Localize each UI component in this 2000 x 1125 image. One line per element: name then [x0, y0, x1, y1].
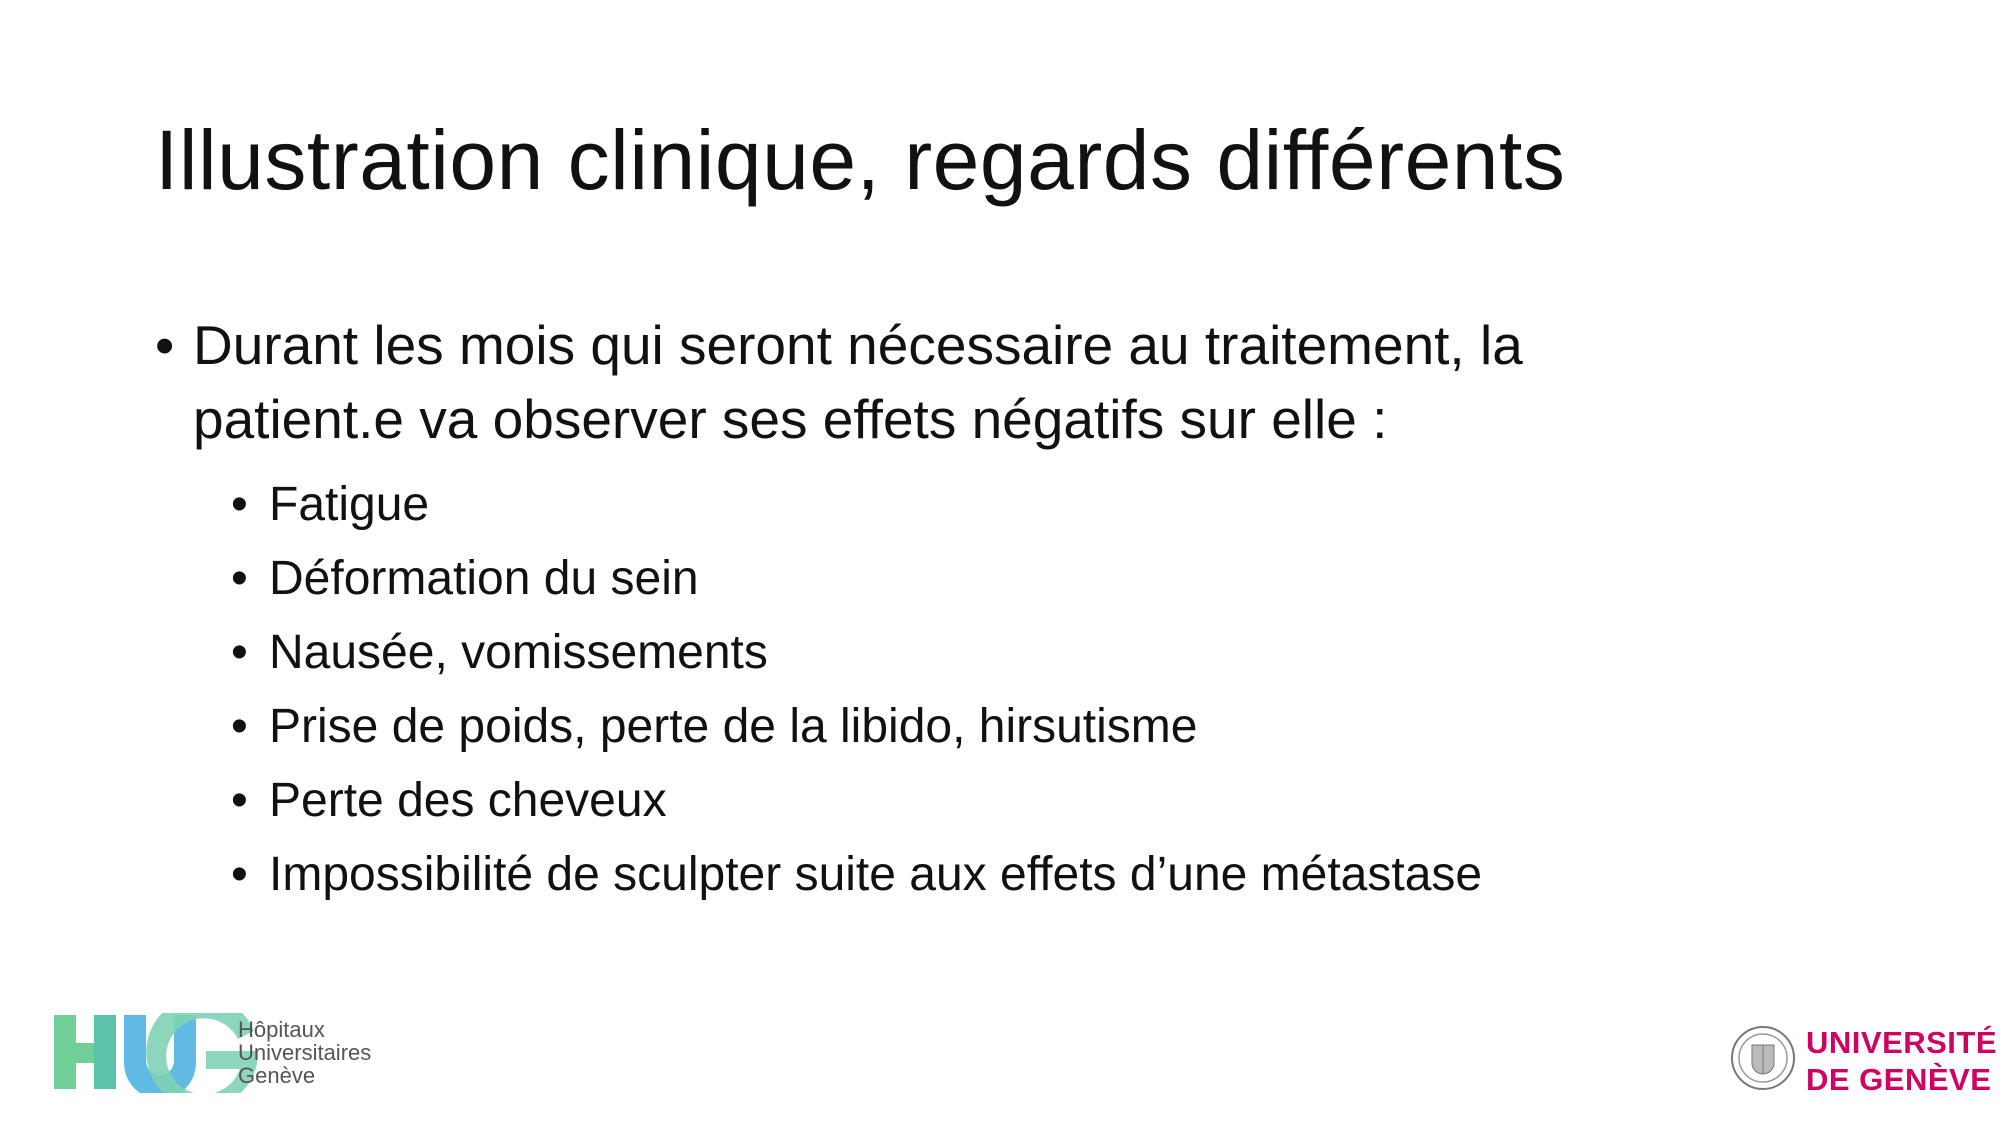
sub-bullet-list: [155, 468, 1755, 912]
sub-bullet-text: Nausée, vomissements: [269, 626, 768, 679]
main-bullet-line-1: Durant les mois qui seront nécessaire au traitement, la: [193, 314, 1523, 376]
sub-bullet-text: Perte des cheveux: [269, 774, 667, 827]
bullet-marker: •: [231, 848, 248, 901]
unige-line-2: DE GENÈVE: [1806, 1062, 1992, 1097]
sub-bullet-item: [231, 764, 1755, 838]
unige-seal-icon: [1730, 1025, 1796, 1091]
bullet-content: [155, 308, 1755, 912]
bullet-marker: •: [231, 626, 248, 679]
sub-bullet-text: Déformation du sein: [269, 552, 699, 605]
sub-bullet-item: [231, 690, 1755, 764]
hug-line-1: Hôpitaux: [238, 1017, 325, 1042]
main-bullet: [155, 308, 1755, 456]
bullet-marker: •: [231, 478, 248, 531]
bullet-marker: •: [231, 700, 248, 753]
bullet-marker: •: [231, 774, 248, 827]
unige-wordmark: [1806, 1024, 1997, 1098]
hug-wordmark: [238, 1018, 371, 1087]
main-bullet-line-2: patient.e va observer ses effets négatifs sur elle :: [193, 388, 1388, 450]
sub-bullet-item: [231, 542, 1755, 616]
bullet-marker: •: [231, 552, 248, 605]
sub-bullet-item: [231, 468, 1755, 542]
sub-bullet-item: [231, 616, 1755, 690]
slide-title: Illustration clinique, regards différents: [155, 113, 1566, 207]
unige-line-1: UNIVERSITÉ: [1806, 1025, 1998, 1060]
sub-bullet-item: [231, 838, 1755, 912]
bullet-marker: •: [155, 314, 175, 376]
hug-line-2: Universitaires: [238, 1040, 372, 1065]
sub-bullet-text: Fatigue: [269, 478, 430, 531]
sub-bullet-text: Prise de poids, perte de la libido, hirsutisme: [269, 700, 1198, 753]
hug-line-3: Genève: [238, 1063, 316, 1088]
sub-bullet-text: Impossibilité de sculpter suite aux effets d’une métastase: [269, 848, 1483, 901]
